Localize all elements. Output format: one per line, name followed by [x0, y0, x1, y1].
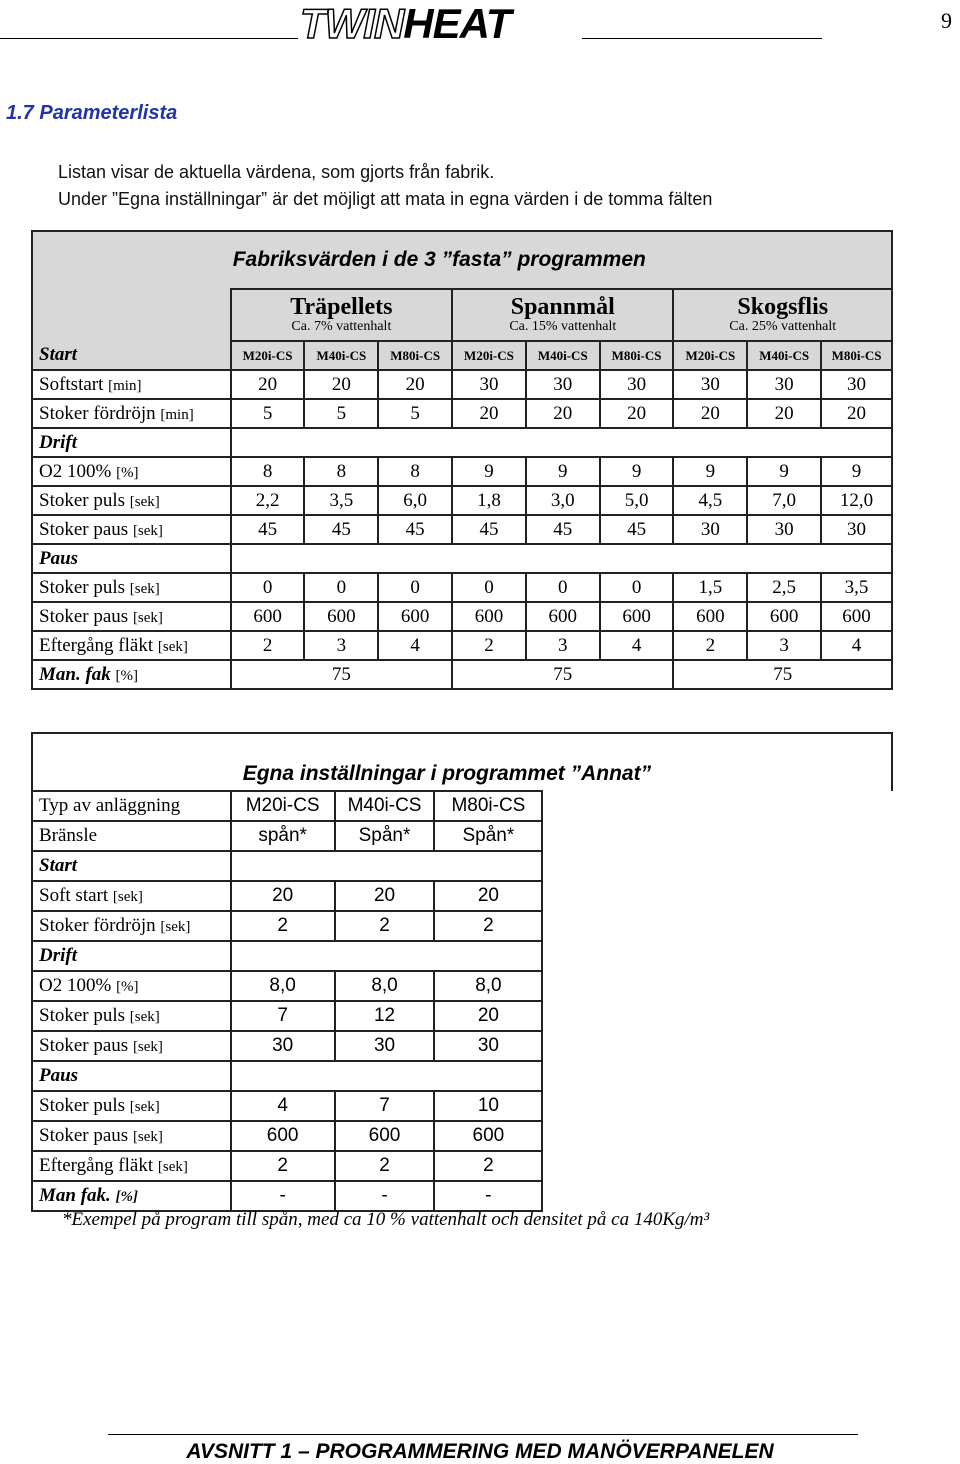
table-cell: 20: [673, 399, 747, 428]
table-cell: 45: [526, 515, 600, 544]
own-settings-table: [31, 732, 893, 1212]
table-row: [32, 1151, 892, 1181]
table-cell: 30: [821, 370, 892, 399]
table-cell: 1,8: [452, 486, 526, 515]
table-cell: 20: [600, 399, 674, 428]
table-cell: 3: [304, 631, 378, 660]
table-cell: 3,0: [526, 486, 600, 515]
table-cell: 4: [821, 631, 892, 660]
table-row: [32, 791, 892, 821]
row-label: Stoker paus [sek]: [32, 602, 231, 631]
table-row: [32, 370, 892, 399]
row-label: Bränsle: [32, 821, 231, 851]
row-label: Stoker paus [sek]: [32, 1031, 231, 1061]
table-cell: 2: [231, 1151, 335, 1181]
table-cell: 8: [304, 457, 378, 486]
table-cell: 600: [600, 602, 674, 631]
table-cell: 9: [673, 457, 747, 486]
table-cell: 9: [747, 457, 821, 486]
table-cell: 600: [231, 602, 305, 631]
model-header: M20i-CS: [452, 341, 526, 370]
table-row: [32, 911, 892, 941]
table-cell: 1,5: [673, 573, 747, 602]
table-cell: M20i-CS: [231, 791, 335, 821]
table-cell: 7,0: [747, 486, 821, 515]
intro-line-1: Listan visar de aktuella värdena, som gjorts från fabrik.: [58, 162, 495, 182]
program-spannmal: Spannmål Ca. 15% vattenhalt: [452, 289, 673, 341]
table-cell: 9: [452, 457, 526, 486]
table-cell: 30: [673, 370, 747, 399]
table-row: [32, 486, 892, 515]
table-cell: 4: [600, 631, 674, 660]
row-label: Stoker puls [sek]: [32, 1091, 231, 1121]
table-row: [32, 851, 892, 881]
table-cell: Spån*: [335, 821, 435, 851]
table-cell: 0: [231, 573, 305, 602]
table-cell: 0: [378, 573, 452, 602]
table-cell: 8,0: [231, 971, 335, 1001]
table-cell: 7: [231, 1001, 335, 1031]
model-header: M80i-CS: [600, 341, 674, 370]
table-cell: 600: [821, 602, 892, 631]
row-label: Man fak. [%]: [32, 1181, 231, 1211]
table-cell: 30: [747, 370, 821, 399]
section-label: Paus: [32, 544, 231, 573]
program-trapellets: Träpellets Ca. 7% vattenhalt: [231, 289, 452, 341]
table-cell: 9: [600, 457, 674, 486]
table-row: [32, 971, 892, 1001]
page-footer: AVSNITT 1 – PROGRAMMERING MED MANÖVERPANELEN: [186, 1440, 774, 1463]
table-cell: 0: [452, 573, 526, 602]
table-row: [32, 428, 892, 457]
table-cell: 20: [378, 370, 452, 399]
table-cell: 4: [378, 631, 452, 660]
table-cell: 2: [452, 631, 526, 660]
section-label: Start: [32, 851, 231, 881]
factory-table-caption: Fabriksvärden i de 3 ”fasta” programmen: [232, 248, 646, 271]
table-cell: 12,0: [821, 486, 892, 515]
table-row: [32, 1031, 892, 1061]
table-cell: 2: [434, 911, 542, 941]
table-cell: 600: [452, 602, 526, 631]
table-cell: 20: [231, 881, 335, 911]
section-label: Drift: [32, 941, 231, 971]
row-label: Man. fak [%]: [32, 660, 231, 689]
table-row: [32, 941, 892, 971]
table-cell: 30: [821, 515, 892, 544]
section-label: Paus: [32, 1061, 231, 1091]
row-label: Stoker paus [sek]: [32, 1121, 231, 1151]
row-label: Stoker paus [sek]: [32, 515, 231, 544]
table-cell: 8: [378, 457, 452, 486]
intro-line-2: Under ”Egna inställningar” är det möjligt att mata in egna värden i de tomma fälten: [58, 189, 713, 209]
table-cell: 2: [231, 911, 335, 941]
table-cell: 8,0: [335, 971, 435, 1001]
row-label: Stoker puls [sek]: [32, 573, 231, 602]
table-cell: -: [434, 1181, 542, 1211]
row-label: Stoker puls [sek]: [32, 1001, 231, 1031]
table-cell: 2: [335, 1151, 435, 1181]
table-cell: 0: [526, 573, 600, 602]
table-cell: 2,2: [231, 486, 305, 515]
table-row: [32, 881, 892, 911]
table-cell: 30: [673, 515, 747, 544]
row-label: Soft start [sek]: [32, 881, 231, 911]
factory-values-table: [31, 230, 893, 690]
row-label: Eftergång fläkt [sek]: [32, 631, 231, 660]
table-row: [32, 457, 892, 486]
model-header: M40i-CS: [747, 341, 821, 370]
table-cell: 20: [434, 1001, 542, 1031]
row-label: O2 100% [%]: [32, 457, 231, 486]
header-rule-right: [582, 38, 822, 39]
table-cell: 2: [231, 631, 305, 660]
table-cell: 30: [335, 1031, 435, 1061]
table-cell: 2,5: [747, 573, 821, 602]
table-cell: M40i-CS: [335, 791, 435, 821]
table-cell: 600: [231, 1121, 335, 1151]
section-label: Drift: [32, 428, 231, 457]
table-cell: 75: [452, 660, 673, 689]
table-cell: 20: [434, 881, 542, 911]
table-cell: 20: [747, 399, 821, 428]
table-cell: 9: [821, 457, 892, 486]
table-cell: 600: [304, 602, 378, 631]
table-cell: 600: [747, 602, 821, 631]
table-cell: 45: [231, 515, 305, 544]
model-header: M80i-CS: [378, 341, 452, 370]
section-title: 1.7 Parameterlista: [6, 102, 178, 124]
table-cell: 75: [231, 660, 452, 689]
table-cell: 30: [600, 370, 674, 399]
table-cell: -: [335, 1181, 435, 1211]
table-row: [32, 1121, 892, 1151]
table-cell: 45: [452, 515, 526, 544]
table-cell: 20: [821, 399, 892, 428]
table-cell: 600: [526, 602, 600, 631]
table-cell: 45: [378, 515, 452, 544]
table-cell: 9: [526, 457, 600, 486]
table-cell: 3: [526, 631, 600, 660]
table-cell: 4,5: [673, 486, 747, 515]
table-cell: 2: [673, 631, 747, 660]
table-cell: 8,0: [434, 971, 542, 1001]
footnote: *Exempel på program till spån, med ca 10 % vattenhalt och densitet på ca 140Kg/m³: [62, 1209, 710, 1230]
table-cell: 3,5: [304, 486, 378, 515]
footer-rule: [108, 1434, 858, 1435]
table-row: [32, 1061, 892, 1091]
table-cell: 30: [747, 515, 821, 544]
table-cell: 75: [673, 660, 892, 689]
table-cell: 10: [434, 1091, 542, 1121]
table-row: [32, 1001, 892, 1031]
table-cell: 600: [434, 1121, 542, 1151]
program-skogsflis: Skogsflis Ca. 25% vattenhalt: [673, 289, 892, 341]
table-cell: 5: [378, 399, 452, 428]
table-cell: 4: [231, 1091, 335, 1121]
table-cell: 6,0: [378, 486, 452, 515]
table-cell: 3: [747, 631, 821, 660]
table-cell: 20: [231, 370, 305, 399]
model-header: M40i-CS: [526, 341, 600, 370]
table-cell: 2: [434, 1151, 542, 1181]
page-number: 9: [941, 8, 952, 33]
table-cell: spån*: [231, 821, 335, 851]
row-label: Softstart [min]: [32, 370, 231, 399]
table-cell: 30: [231, 1031, 335, 1061]
table-cell: 20: [335, 881, 435, 911]
table-cell: 600: [673, 602, 747, 631]
row-label: O2 100% [%]: [32, 971, 231, 1001]
table-row: [32, 399, 892, 428]
table-cell: 30: [452, 370, 526, 399]
table-cell: 30: [526, 370, 600, 399]
table-cell: 0: [600, 573, 674, 602]
twinheat-logo: TWINHEAT: [300, 0, 511, 47]
table-cell: 20: [304, 370, 378, 399]
table-cell: 2: [335, 911, 435, 941]
table-cell: 5: [304, 399, 378, 428]
table-cell: 600: [378, 602, 452, 631]
table-cell: 5: [231, 399, 305, 428]
model-header: M40i-CS: [304, 341, 378, 370]
table-cell: -: [231, 1181, 335, 1211]
model-header: M80i-CS: [821, 341, 892, 370]
table-row: [32, 602, 892, 631]
row-label: Eftergång fläkt [sek]: [32, 1151, 231, 1181]
table-cell: 45: [304, 515, 378, 544]
table-cell: 7: [335, 1091, 435, 1121]
row-label: Stoker puls [sek]: [32, 486, 231, 515]
table-cell: 8: [231, 457, 305, 486]
table-cell: Spån*: [434, 821, 542, 851]
table-row: [32, 1091, 892, 1121]
row-label: Stoker fördröjn [min]: [32, 399, 231, 428]
header-rule-left: [0, 38, 298, 39]
table-row: [32, 515, 892, 544]
table-row: [32, 631, 892, 660]
own-table-caption: Egna inställningar i programmet ”Annat”: [242, 762, 652, 785]
table-cell: 45: [600, 515, 674, 544]
table-cell: 0: [304, 573, 378, 602]
table-cell: 600: [335, 1121, 435, 1151]
start-section-label: Start: [32, 341, 231, 370]
table-cell: 30: [434, 1031, 542, 1061]
table-row: [32, 544, 892, 573]
row-label: Typ av anläggning: [32, 791, 231, 821]
table-cell: 5,0: [600, 486, 674, 515]
table-cell: 20: [526, 399, 600, 428]
table-row: [32, 821, 892, 851]
table-cell: 12: [335, 1001, 435, 1031]
table-cell: 3,5: [821, 573, 892, 602]
table-cell: M80i-CS: [434, 791, 542, 821]
model-header: M20i-CS: [673, 341, 747, 370]
table-row: [32, 573, 892, 602]
model-header: M20i-CS: [231, 341, 305, 370]
row-label: Stoker fördröjn [sek]: [32, 911, 231, 941]
table-cell: 20: [452, 399, 526, 428]
